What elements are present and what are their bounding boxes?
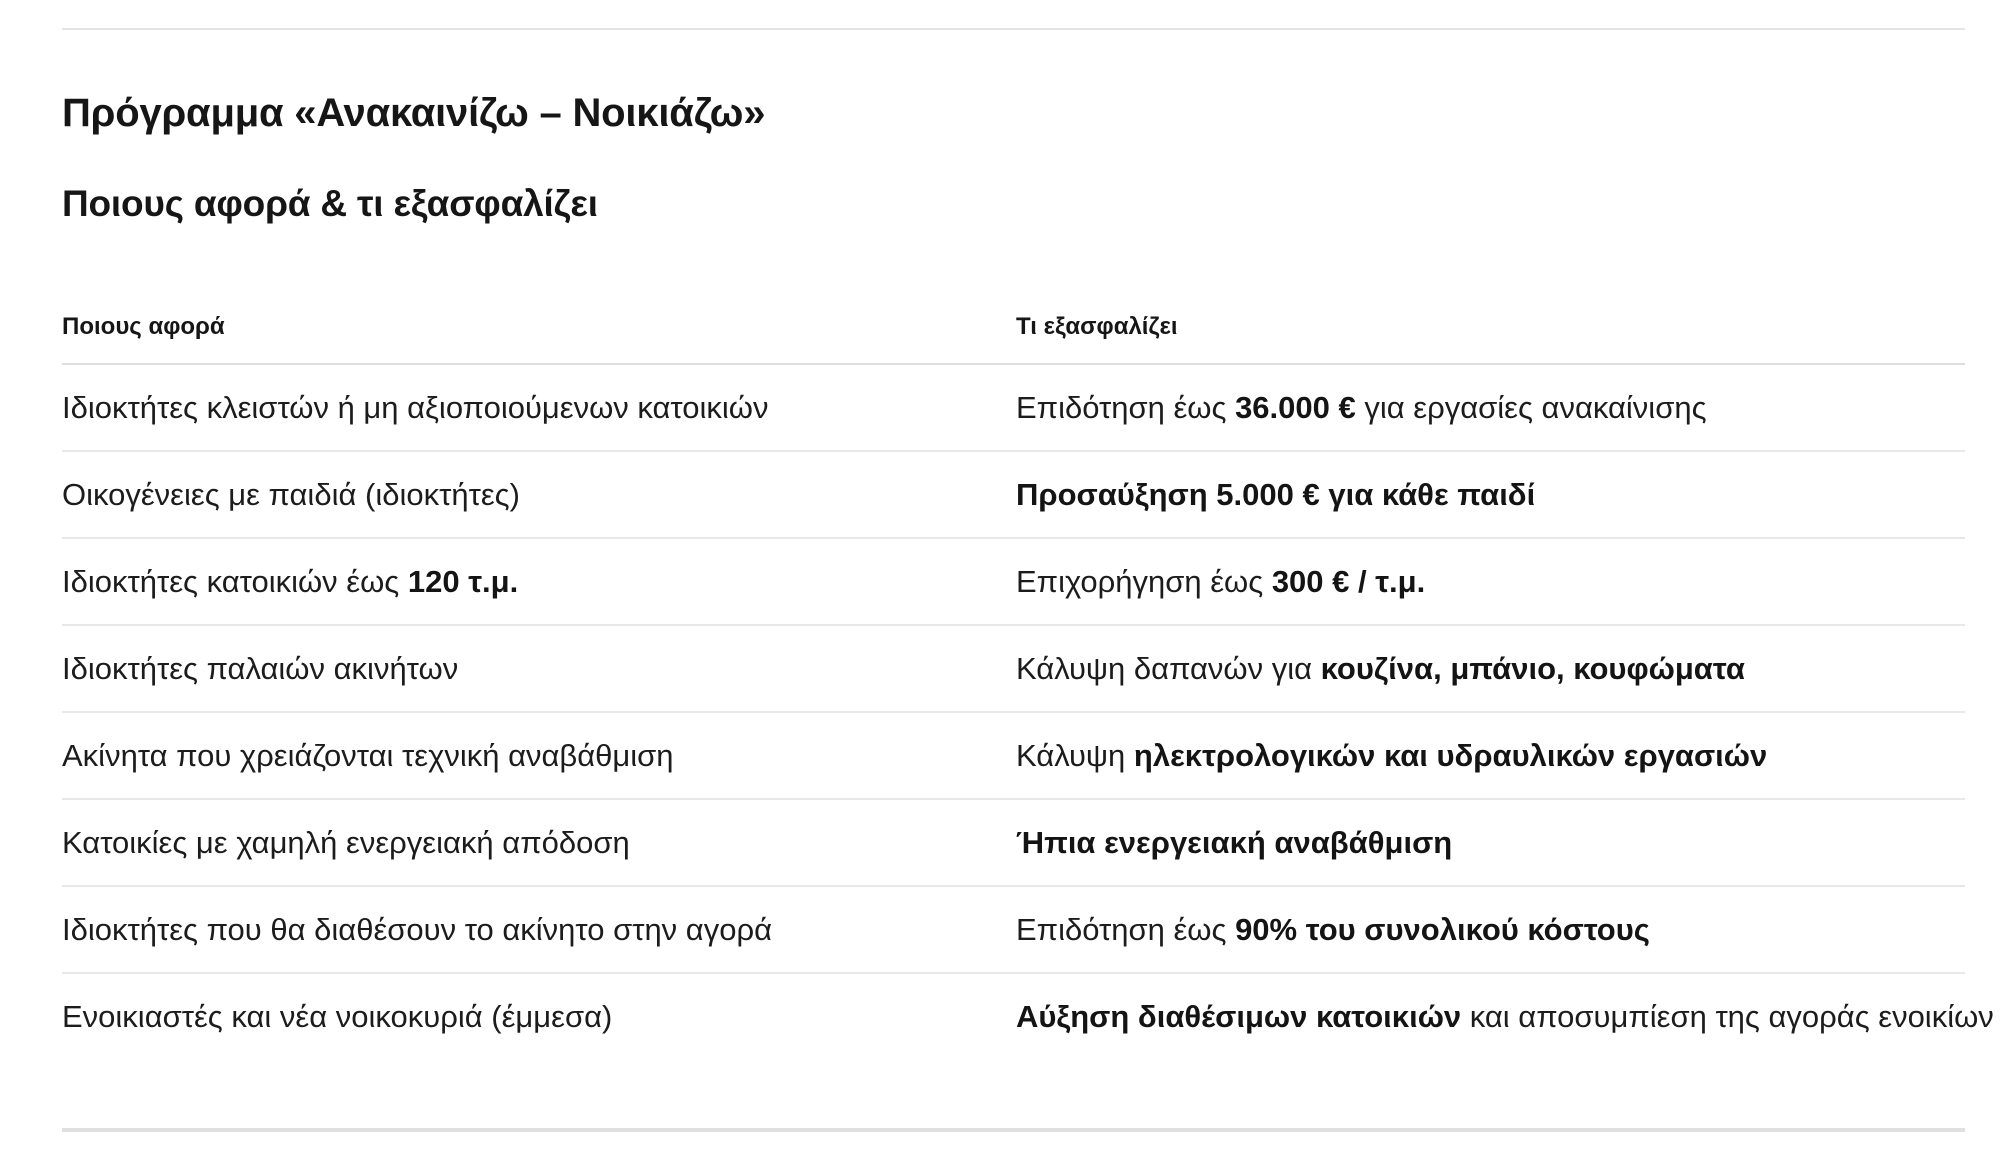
text-segment: Ιδιοκτήτες που θα διαθέσουν το ακίνητο στην αγορά [62,911,773,947]
text-segment: Κατοικίες με χαμηλή ενεργειακή απόδοση [62,824,630,860]
text-segment: 90% του συνολικού κόστους [1235,911,1650,947]
cell-what [1016,364,1965,451]
cell-what [1016,886,1965,973]
text-segment: Επιδότηση έως [1016,389,1236,425]
table-body [62,364,1994,1059]
text-segment: για εργασίες ανακαίνισης [1355,389,1707,425]
text-segment: Κάλυψη [1016,737,1134,773]
text-segment: 36.000 € [1235,389,1356,425]
cell-who [62,886,1016,973]
table-row [62,625,1965,712]
text-segment: Οικογένειες με παιδιά (ιδιοκτήτες) [62,476,520,512]
column-header-who: Ποιους αφορά [62,261,1016,364]
text-segment: Ιδιοκτήτες παλαιών ακινήτων [62,650,459,686]
cell-who [62,799,1016,886]
cell-what [1016,973,1994,1059]
text-segment: ηλεκτρολογικών και υδραυλικών εργασιών [1133,737,1768,773]
text-segment: Αύξηση διαθέσιμων κατοικιών [1016,998,1462,1034]
cell-what [1016,538,1965,625]
text-segment: και αποσυμπίεση της αγοράς ενοικίων [1461,998,1994,1034]
text-segment: Ήπια ενεργειακή αναβάθμιση [1016,824,1453,860]
cell-who [62,451,1016,538]
text-segment: Ενοικιαστές και νέα νοικοκυριά (έμμεσα) [62,998,613,1034]
table-row [62,712,1965,799]
table-row [62,451,1965,538]
table-header-row [62,261,1965,364]
top-divider [62,28,1965,30]
cell-what [1016,625,1965,712]
text-segment: Επιχορήγηση έως [1016,563,1272,599]
text-segment: 120 τ.μ. [407,563,519,599]
text-segment: κουζίνα, μπάνιο, κουφώματα [1320,650,1745,686]
page-title: Πρόγραμμα «Ανακαινίζω – Νοικιάζω» [62,91,766,135]
cell-what [1016,799,1965,886]
section-heading: Ποιους αφορά & τι εξασφαλίζει [62,183,598,224]
document-page [0,28,2012,1132]
cell-who [62,538,1016,625]
text-segment: Ιδιοκτήτες κατοικιών έως [62,563,408,599]
benefits-table [62,261,1994,1059]
cell-who [62,973,1016,1059]
column-header-what: Τι εξασφαλίζει [1016,261,1965,364]
cell-what [1016,712,1965,799]
table-row [62,364,1965,451]
text-segment: Προσαύξηση 5.000 € για κάθε παιδί [1016,476,1536,512]
table-row [62,799,1965,886]
text-segment: 300 € / τ.μ. [1271,563,1426,599]
text-segment: Κάλυψη δαπανών για [1016,650,1321,686]
cell-who [62,625,1016,712]
text-segment: Επιδότηση έως [1016,911,1236,947]
bottom-divider [62,1128,1965,1132]
cell-who [62,712,1016,799]
table-row [62,886,1965,973]
text-segment: Ιδιοκτήτες κλειστών ή μη αξιοποιούμενων κατοικιών [62,389,769,425]
table-row [62,538,1965,625]
text-segment: Ακίνητα που χρειάζονται τεχνική αναβάθμιση [62,737,674,773]
cell-what [1016,451,1965,538]
table-row [62,973,1965,1059]
cell-who [62,364,1016,451]
